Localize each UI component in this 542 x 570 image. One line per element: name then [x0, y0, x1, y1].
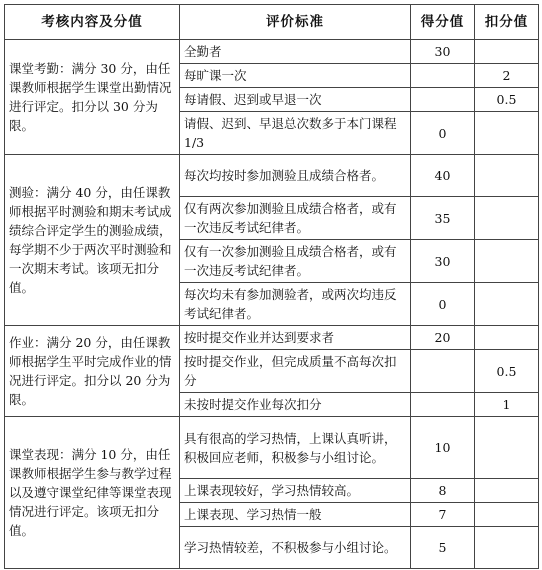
criterion-cell: 上课表现、学习热情一般 [180, 503, 411, 527]
deduct-cell [475, 40, 539, 64]
table-row [5, 40, 539, 64]
header-row [5, 5, 539, 40]
table-row [5, 326, 539, 350]
score-cell: 30 [411, 240, 475, 283]
score-cell: 10 [411, 417, 475, 479]
category-homework: 作业：满分 20 分，由任课教师根据学生平时完成作业的情况进行评定。扣分以 20 分为限。 [5, 326, 180, 417]
deduct-cell [475, 112, 539, 155]
score-cell: 8 [411, 479, 475, 503]
header-deduct: 扣分值 [475, 5, 539, 40]
deduct-cell [475, 155, 539, 197]
header-criteria: 评价标准 [180, 5, 411, 40]
deduct-cell [475, 240, 539, 283]
criterion-cell: 按时提交作业并达到要求者 [180, 326, 411, 350]
score-cell [411, 350, 475, 393]
criterion-cell: 每次均未有参加测验者，或两次均违反考试纪律者。 [180, 283, 411, 326]
deduct-cell [475, 417, 539, 479]
score-cell: 40 [411, 155, 475, 197]
deduct-cell [475, 479, 539, 503]
deduct-cell [475, 503, 539, 527]
assessment-table [4, 4, 539, 569]
header-score: 得分值 [411, 5, 475, 40]
deduct-cell: 0.5 [475, 88, 539, 112]
criterion-cell: 按时提交作业，但完成质量不高每次扣分 [180, 350, 411, 393]
category-attendance: 课堂考勤：满分 30 分，由任课教师根据学生课堂出勤情况进行评定。扣分以 30 分为限。 [5, 40, 180, 155]
criterion-cell: 每次均按时参加测验且成绩合格者。 [180, 155, 411, 197]
score-cell: 5 [411, 527, 475, 569]
score-cell [411, 88, 475, 112]
deduct-cell [475, 197, 539, 240]
score-cell: 0 [411, 283, 475, 326]
table-row [5, 417, 539, 479]
deduct-cell: 1 [475, 393, 539, 417]
criterion-cell: 请假、迟到、早退总次数多于本门课程 1/3 [180, 112, 411, 155]
criterion-cell: 全勤者 [180, 40, 411, 64]
score-cell [411, 64, 475, 88]
category-performance: 课堂表现：满分 10 分，由任课教师根据学生参与教学过程以及遵守课堂纪律等课堂表现情况进行评定。该项无扣分值。 [5, 417, 180, 569]
score-cell: 0 [411, 112, 475, 155]
score-cell [411, 393, 475, 417]
deduct-cell: 0.5 [475, 350, 539, 393]
score-cell: 35 [411, 197, 475, 240]
score-cell: 20 [411, 326, 475, 350]
table-row [5, 155, 539, 197]
criterion-cell: 每旷课一次 [180, 64, 411, 88]
criterion-cell: 具有很高的学习热情，上课认真听讲，积极回应老师，积极参与小组讨论。 [180, 417, 411, 479]
criterion-cell: 未按时提交作业每次扣分 [180, 393, 411, 417]
criterion-cell: 仅有两次参加测验且成绩合格者，或有一次违反考试纪律者。 [180, 197, 411, 240]
score-cell: 30 [411, 40, 475, 64]
criterion-cell: 每请假、迟到或早退一次 [180, 88, 411, 112]
category-quiz: 测验：满分 40 分，由任课教师根据平时测验和期末考试成绩综合评定学生的测验成绩，每学期不少于两次平时测验和一次期末考试。该项无扣分值。 [5, 155, 180, 326]
score-cell: 7 [411, 503, 475, 527]
criterion-cell: 仅有一次参加测验且成绩合格者，或有一次违反考试纪律者。 [180, 240, 411, 283]
criterion-cell: 学习热情较差，不积极参与小组讨论。 [180, 527, 411, 569]
header-content: 考核内容及分值 [5, 5, 180, 40]
deduct-cell [475, 283, 539, 326]
deduct-cell [475, 527, 539, 569]
criterion-cell: 上课表现较好，学习热情较高。 [180, 479, 411, 503]
deduct-cell [475, 326, 539, 350]
deduct-cell: 2 [475, 64, 539, 88]
